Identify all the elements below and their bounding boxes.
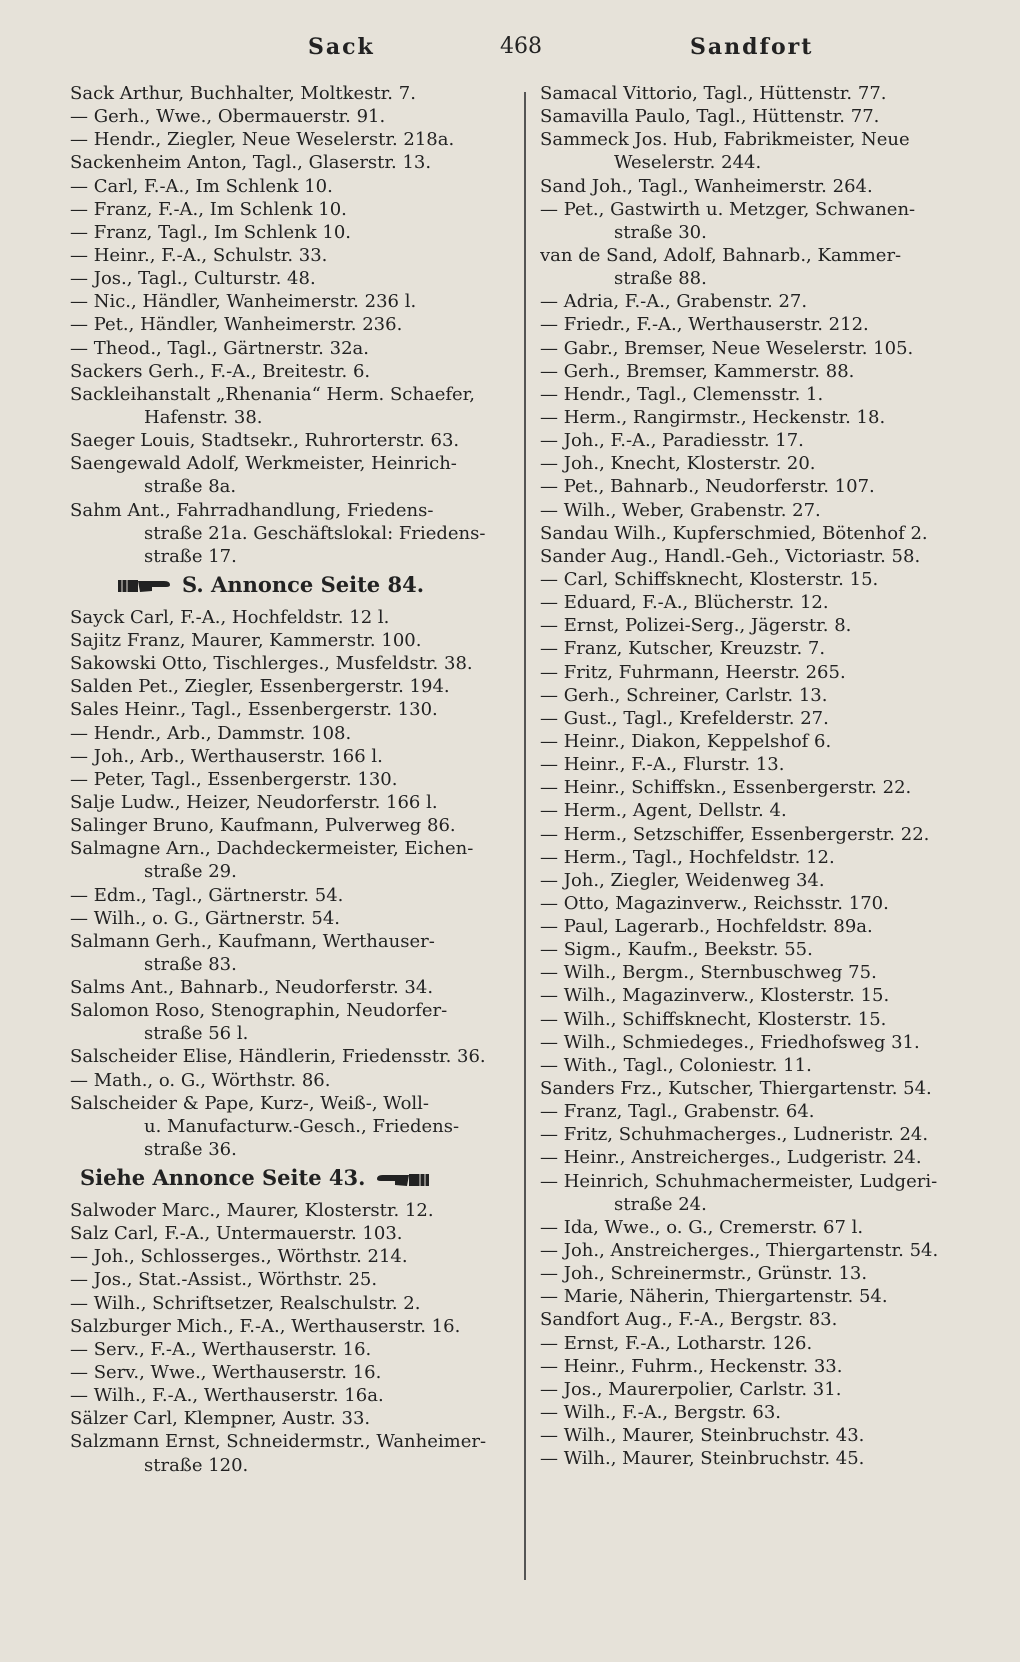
directory-entry: — Nic., Händler, Wanheimerstr. 236 l. — [70, 292, 417, 312]
directory-entry: — Heinr., Fuhrm., Heckenstr. 33. — [540, 1356, 843, 1376]
directory-entry: — Franz, Tagl., Im Schlenk 10. — [70, 222, 352, 242]
entry-continuation: straße 8a. — [144, 477, 237, 497]
directory-entry: — Gerh., Schreiner, Carlstr. 13. — [540, 685, 828, 705]
directory-entry: — Gabr., Bremser, Neue Weselerstr. 105. — [540, 338, 914, 358]
directory-entry: — Pet., Gastwirth u. Metzger, Schwanen- — [540, 199, 916, 219]
directory-entry: Salmagne Arn., Dachdeckermeister, Eichen- — [70, 839, 474, 859]
annonce-notice — [70, 574, 510, 596]
directory-entry: — Joh., Knecht, Klosterstr. 20. — [540, 454, 816, 474]
entry-continuation: straße 83. — [144, 954, 237, 974]
directory-entry: — Heinrich, Schuhmachermeister, Ludgeri- — [540, 1171, 938, 1191]
directory-entry: — Franz, Kutscher, Kreuzstr. 7. — [540, 639, 826, 659]
directory-entry: Sander Aug., Handl.-Geh., Victoriastr. 58. — [540, 546, 921, 566]
directory-entry: Salscheider Elise, Händlerin, Friedensstr. 36. — [70, 1047, 486, 1067]
directory-entry: Salzmann Ernst, Schneidermstr., Wanheimer- — [70, 1432, 487, 1452]
entry-continuation: straße 17. — [144, 546, 237, 566]
directory-entry: — Adria, F.-A., Grabenstr. 27. — [540, 292, 808, 312]
left-column — [70, 84, 510, 1479]
entry-continuation: Weselerstr. 244. — [614, 153, 762, 173]
directory-entry: Saeger Louis, Stadtsekr., Ruhrorterstr. 63. — [70, 431, 460, 451]
directory-entry: — Herm., Setzschiffer, Essenbergerstr. 22. — [540, 824, 930, 844]
directory-entry: — Heinr., Anstreicherges., Ludgeristr. 24. — [540, 1148, 922, 1168]
entry-continuation: straße 21a. Geschäftslokal: Friedens- — [144, 523, 486, 543]
directory-entry: Salden Pet., Ziegler, Essenbergerstr. 194. — [70, 677, 450, 697]
entry-continuation: straße 120. — [144, 1455, 249, 1475]
directory-entry: — Serv., Wwe., Werthauserstr. 16. — [70, 1363, 382, 1383]
directory-entry: Salje Ludw., Heizer, Neudorferstr. 166 l. — [70, 792, 438, 812]
directory-entry: Salscheider & Pape, Kurz-, Weiß-, Woll- — [70, 1093, 429, 1113]
directory-entry: Sanders Frz., Kutscher, Thiergartenstr. 54. — [540, 1079, 932, 1099]
directory-entry: — Wilh., F.-A., Werthauserstr. 16a. — [70, 1386, 384, 1406]
entry-continuation: straße 24. — [614, 1194, 707, 1214]
directory-entry: — Otto, Magazinverw., Reichsstr. 170. — [540, 893, 889, 913]
directory-entry: Sayck Carl, F.-A., Hochfeldstr. 12 l. — [70, 607, 390, 627]
directory-entry: — Joh., F.-A., Paradiesstr. 17. — [540, 431, 804, 451]
directory-entry: — Jos., Tagl., Culturstr. 48. — [70, 269, 316, 289]
directory-entry: — Sigm., Kaufm., Beekstr. 55. — [540, 940, 813, 960]
directory-entry: — Fritz, Fuhrmann, Heerstr. 265. — [540, 662, 846, 682]
directory-entry: Sand Joh., Tagl., Wanheimerstr. 264. — [540, 176, 873, 196]
right-column — [540, 84, 980, 1472]
directory-entry: — Pet., Händler, Wanheimerstr. 236. — [70, 315, 403, 335]
directory-entry: — Hendr., Arb., Dammstr. 108. — [70, 723, 352, 743]
directory-entry: — Pet., Bahnarb., Neudorferstr. 107. — [540, 477, 875, 497]
directory-entry: — Heinr., F.-A., Schulstr. 33. — [70, 245, 328, 265]
entry-continuation: Hafenstr. 38. — [144, 407, 263, 427]
directory-entry: — Hendr., Tagl., Clemensstr. 1. — [540, 384, 824, 404]
directory-entry: — Gerh., Bremser, Kammerstr. 88. — [540, 361, 855, 381]
directory-entry: Sackers Gerh., F.-A., Breitestr. 6. — [70, 361, 371, 381]
directory-entry: Salwoder Marc., Maurer, Klosterstr. 12. — [70, 1201, 434, 1221]
entry-continuation: straße 36. — [144, 1140, 237, 1160]
directory-entry: — Carl, F.-A., Im Schlenk 10. — [70, 176, 333, 196]
directory-entry: — Friedr., F.-A., Werthauserstr. 212. — [540, 315, 869, 335]
directory-entry: — Heinr., Diakon, Keppelshof 6. — [540, 731, 832, 751]
entry-continuation: straße 56 l. — [144, 1024, 249, 1044]
directory-entry: Salinger Bruno, Kaufmann, Pulverweg 86. — [70, 816, 456, 836]
page-header — [0, 34, 1020, 70]
directory-entry: — Joh., Schlosserges., Wörthstr. 214. — [70, 1247, 408, 1267]
directory-entry: — Wilh., F.-A., Bergstr. 63. — [540, 1403, 782, 1423]
directory-entry: — Heinr., Schiffskn., Essenbergerstr. 22. — [540, 778, 912, 798]
directory-entry: Sandau Wilh., Kupferschmied, Bötenhof 2. — [540, 523, 928, 543]
directory-entry: Salms Ant., Bahnarb., Neudorferstr. 34. — [70, 978, 434, 998]
directory-entry: — Franz, F.-A., Im Schlenk 10. — [70, 199, 347, 219]
directory-entry: — Franz, Tagl., Grabenstr. 64. — [540, 1102, 815, 1122]
directory-entry: — Fritz, Schuhmacherges., Ludneristr. 24. — [540, 1125, 929, 1145]
directory-entry: — Theod., Tagl., Gärtnerstr. 32a. — [70, 338, 369, 358]
entry-continuation: straße 30. — [614, 222, 707, 242]
directory-entry: — Herm., Agent, Dellstr. 4. — [540, 801, 787, 821]
directory-entry: — Wilh., Schmiedeges., Friedhofsweg 31. — [540, 1032, 920, 1052]
directory-entry: — Joh., Ziegler, Weidenweg 34. — [540, 870, 825, 890]
directory-entry: — Serv., F.-A., Werthauserstr. 16. — [70, 1339, 372, 1359]
directory-entry: — Wilh., Maurer, Steinbruchstr. 45. — [540, 1449, 865, 1469]
directory-entry: Sandfort Aug., F.-A., Bergstr. 83. — [540, 1310, 838, 1330]
page-number: 468 — [500, 34, 542, 59]
directory-entry: — Paul, Lagerarb., Hochfeldstr. 89a. — [540, 917, 873, 937]
directory-entry: — Gust., Tagl., Krefelderstr. 27. — [540, 708, 829, 728]
directory-entry: — Hendr., Ziegler, Neue Weselerstr. 218a. — [70, 130, 455, 150]
directory-entry: — Carl, Schiffsknecht, Klosterstr. 15. — [540, 569, 879, 589]
pointing-hand-icon — [118, 577, 172, 595]
entry-continuation: straße 88. — [614, 269, 707, 289]
directory-entry: — Eduard, F.-A., Blücherstr. 12. — [540, 593, 829, 613]
directory-entry: Sajitz Franz, Maurer, Kammerstr. 100. — [70, 630, 422, 650]
directory-entry: — Peter, Tagl., Essenbergerstr. 130. — [70, 769, 398, 789]
directory-entry: — Wilh., Weber, Grabenstr. 27. — [540, 500, 821, 520]
header-left-keyword: Sack — [308, 34, 375, 60]
directory-entry: Sälzer Carl, Klempner, Austr. 33. — [70, 1409, 371, 1429]
directory-entry: — Gerh., Wwe., Obermauerstr. 91. — [70, 107, 386, 127]
directory-entry: Sakowski Otto, Tischlerges., Musfeldstr. 38. — [70, 654, 473, 674]
directory-entry: Sackleihanstalt „Rhenania“ Herm. Schaefer, — [70, 384, 476, 404]
directory-entry: — Wilh., Bergm., Sternbuschweg 75. — [540, 963, 877, 983]
directory-entry: — Wilh., o. G., Gärtnerstr. 54. — [70, 908, 341, 928]
directory-entry: — Wilh., Schiffsknecht, Klosterstr. 15. — [540, 1009, 887, 1029]
directory-entry: — Herm., Tagl., Hochfeldstr. 12. — [540, 847, 835, 867]
directory-entry: — Heinr., F.-A., Flurstr. 13. — [540, 755, 785, 775]
directory-entry: Salomon Roso, Stenographin, Neudorfer- — [70, 1001, 448, 1021]
directory-entry: — Math., o. G., Wörthstr. 86. — [70, 1070, 331, 1090]
directory-entry: — Joh., Anstreicherges., Thiergartenstr. 54. — [540, 1241, 939, 1261]
directory-entry: — Jos., Maurerpolier, Carlstr. 31. — [540, 1379, 842, 1399]
directory-entry: — Joh., Arb., Werthauserstr. 166 l. — [70, 746, 383, 766]
directory-entry: — Wilh., Schriftsetzer, Realschulstr. 2. — [70, 1293, 421, 1313]
directory-entry: — Wilh., Magazinverw., Klosterstr. 15. — [540, 986, 890, 1006]
directory-entry: Sales Heinr., Tagl., Essenbergerstr. 130. — [70, 700, 438, 720]
entry-continuation: straße 29. — [144, 862, 237, 882]
directory-entry: — Marie, Näherin, Thiergartenstr. 54. — [540, 1287, 888, 1307]
notice-text: S. Annonce Seite 84. — [182, 573, 425, 596]
directory-entry: Sammeck Jos. Hub, Fabrikmeister, Neue — [540, 130, 910, 150]
directory-entry: Salzburger Mich., F.-A., Werthauserstr. 16. — [70, 1316, 461, 1336]
entry-continuation: u. Manufacturw.-Gesch., Friedens- — [144, 1116, 460, 1136]
directory-entry: — Ernst, Polizei-Serg., Jägerstr. 8. — [540, 616, 852, 636]
directory-entry: — Wilh., Maurer, Steinbruchstr. 43. — [540, 1426, 865, 1446]
directory-entry: Samavilla Paulo, Tagl., Hüttenstr. 77. — [540, 107, 880, 127]
directory-entry: — Ernst, F.-A., Lotharstr. 126. — [540, 1333, 813, 1353]
directory-entry: Saengewald Adolf, Werkmeister, Heinrich- — [70, 454, 457, 474]
directory-entry: Sack Arthur, Buchhalter, Moltkestr. 7. — [70, 84, 416, 103]
directory-entry: — Joh., Schreinermstr., Grünstr. 13. — [540, 1264, 868, 1284]
directory-entry: Salmann Gerh., Kaufmann, Werthauser- — [70, 931, 435, 951]
directory-entry: van de Sand, Adolf, Bahnarb., Kammer- — [540, 245, 902, 265]
directory-entry: Samacal Vittorio, Tagl., Hüttenstr. 77. — [540, 84, 887, 103]
directory-entry: Sahm Ant., Fahrradhandlung, Friedens- — [70, 500, 434, 520]
column-divider — [524, 92, 526, 1580]
directory-entry: Sackenheim Anton, Tagl., Glaserstr. 13. — [70, 153, 432, 173]
header-right-keyword: Sandfort — [690, 34, 814, 60]
directory-entry: — Herm., Rangirmstr., Heckenstr. 18. — [540, 407, 886, 427]
directory-entry: — Ida, Wwe., o. G., Cremerstr. 67 l. — [540, 1217, 864, 1237]
annonce-notice — [70, 1167, 510, 1189]
directory-entry: — With., Tagl., Coloniestr. 11. — [540, 1055, 812, 1075]
directory-entry: — Edm., Tagl., Gärtnerstr. 54. — [70, 885, 344, 905]
notice-text: Siehe Annonce Seite 43. — [80, 1167, 366, 1190]
pointing-hand-icon — [375, 1171, 429, 1189]
directory-entry: Salz Carl, F.-A., Untermauerstr. 103. — [70, 1224, 403, 1244]
directory-entry: — Jos., Stat.-Assist., Wörthstr. 25. — [70, 1270, 378, 1290]
